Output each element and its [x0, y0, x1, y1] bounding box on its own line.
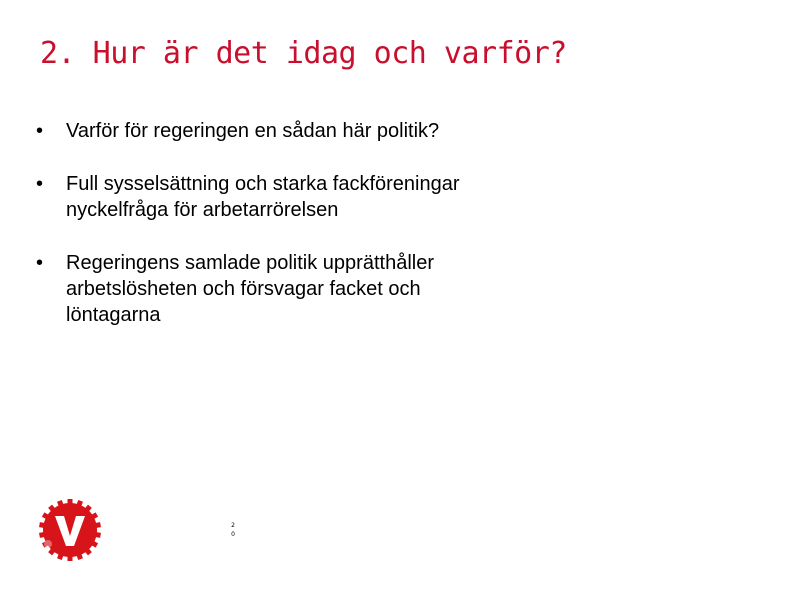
- bullet-line: nyckelfråga för arbetarrörelsen: [66, 199, 339, 221]
- bullet-marker: •: [36, 173, 44, 195]
- bullet-text: [66, 250, 592, 328]
- bullet-marker: •: [36, 252, 44, 274]
- bullet-item: [32, 250, 592, 328]
- bullet-line: löntagarna: [66, 304, 161, 326]
- party-logo-v-icon: [38, 498, 102, 562]
- bullet-line: Varför för regeringen en sådan här politik?: [66, 120, 440, 142]
- page-number-digit: 2: [231, 522, 235, 529]
- slide-title: 2. Hur är det idag och varför?: [40, 36, 567, 71]
- bullet-line: Regeringens samlade politik upprätthåller: [66, 252, 434, 274]
- bullet-line: arbetslösheten och försvagar facket och: [66, 278, 421, 300]
- bullet-list: [32, 118, 592, 355]
- page-number-digit: 0: [231, 531, 235, 538]
- bullet-marker: •: [36, 120, 44, 142]
- bullet-line: Full sysselsättning och starka fackföreningar: [66, 173, 460, 195]
- page-number: [229, 521, 237, 539]
- bullet-text: [66, 118, 592, 144]
- bullet-item: [32, 118, 592, 144]
- bullet-item: [32, 171, 592, 223]
- bullet-text: [66, 171, 592, 223]
